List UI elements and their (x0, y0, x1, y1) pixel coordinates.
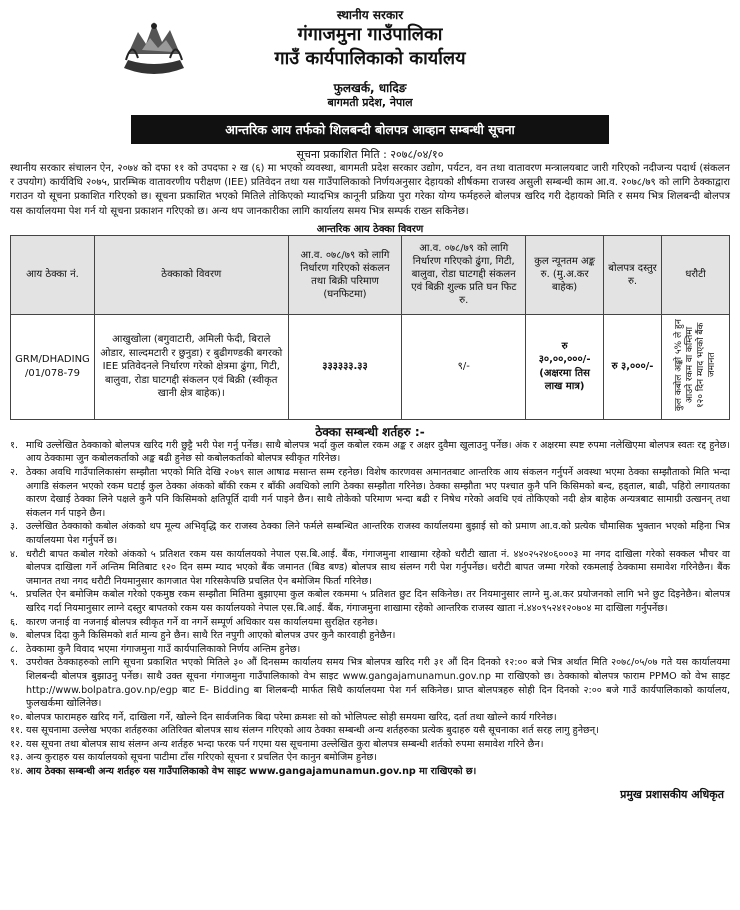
intro-paragraph: स्थानीय सरकार संचालन ऐन, २०७४ को दफा ११ को उपदफा २ ख (६) मा भएको व्यवस्था, बागमती प्रदेश सरकार उद्योग, पर्यटन, वन तथा वातावरण मन्त्रालयबाट जारी गरिएको नदीजन्य पदार्थ (संकलन र उपयोग) कार्यविधि २०७५, प्रारम्भिक वातावरणीय परीक्षण (IEE) प्रतिवेदन तथा यस गाउँपालिकाको निर्णयअनुसार देहायको शीर्षकमा राजस्व असुली सम्बन्धी काम आ.व. २०७८/७९ को लागि ठेक्काद्वारा गराउन यो सूचना प्रकाशित गरिएको छ। सूचना प्रकाशित भएको मितिले तोकिएको म्यादभित्र कानूनी प्रक्रिया पुरा गरेका योग्य फर्महरुले बोलपत्र खरिद गरी देहायको मिति र समय भित्र शिलबन्दी बोलपत्र यस कार्यालयमा पेश गर्न यो सूचना प्रकाशन गरिएको छ। अन्य थप जानकारीका लागि कार्यालय समय भित्र सम्पर्क राख्न सकिनेछ। (10, 163, 730, 217)
list-item (10, 738, 730, 752)
list-item (10, 466, 730, 520)
notice-title: आन्तरिक आय तर्फको शिलबन्दी बोलपत्र आव्हान सम्बन्धी सूचना (131, 115, 609, 144)
term-text: उपरोक्त ठेक्काहरुको लागि सूचना प्रकाशित भएको मितिले ३० औं दिनसम्म कार्यालय समय भित्र बोलपत्र खरिद गरी ३१ औं दिन दिनको १२:०० बजे भित्र अर्थात मिति २०७८/०५/०७ गते यस कार्यालयमा शिलबन्दी बोलपत्र बुझाउनु पर्नेछ। साथै उक्त सूचना गंगाजमुना गाउँपालिकाको वेभ साइट www.gangajamunamun.gov.np मा राखिएको छ। ठेक्काको बोलपत्र फाराम PPMO को वेभ साइट http://www.bolpatra.gov.np/egp बाट E- Bidding बा शिलबन्दी मार्फत सिधै कार्यालयमा पेश गर्न सकिनेछ। प्राप्त बोलपत्रहरु सोही दिन दिनको २:०० बजे गाउँ कार्यपालिकाको कार्यालय, फुलखर्कमा खोलिनेछ। (26, 657, 730, 710)
cell-fee: रु ३,०००/- (604, 314, 662, 419)
total-amount: ३०,००,०००/- (538, 354, 591, 366)
header-line-local-gov: स्थानीय सरकार (336, 8, 404, 22)
header-contract-no: आय ठेक्का नं. (11, 235, 95, 314)
term-number: १३. (10, 752, 24, 764)
term-text: उल्लेखित ठेक्काको कबोल अंकको थप मूल्य अभिवृद्धि कर राजस्व ठेक्का लिने फर्मले सम्बन्धित आन्तरिक राजस्व कार्यालयमा बुझाई सो को प्रमाण आ.व.को प्रत्येक चौमासिक भुक्तान भएको महिना भित्र कार्यालयमा पेश गर्नुपर्ने छ। (26, 521, 730, 546)
header-rate: आ.व. ०७८/७९ को लागि निर्धारण गरिएको ढुंगा, गिटी, बालुवा, रोडा घाटगद्दी संकलन एवं बिक्री शुल्क प्रति घन फिट रु. (402, 235, 526, 314)
cell-contract-no: GRM/DHADING /01/078-79 (11, 314, 95, 419)
cell-total (526, 314, 604, 419)
header-quantity: आ.व. ०७८/७९ को लागि निर्धारण गरिएको संकलन तथा बिक्री परिमाण (घनफिटमा) (288, 235, 402, 314)
list-item (10, 629, 730, 643)
term-number: १४. (10, 766, 24, 778)
header-total: कुल न्यूनतम अङ्क रु. (मु.अ.कर बाहेक) (526, 235, 604, 314)
term-number: २. (10, 467, 19, 478)
list-item (10, 439, 730, 466)
office-address: फुलखर्क, धादिङ (333, 81, 407, 95)
term-text: यस सूचनामा उल्लेख भएका शर्तहरुका अतिरिक्त बोलपत्र साथ संलग्न गरिएको आय ठेक्का सम्बन्धी अन्य शर्तहरुका प्रत्येक बुदाहरु यसै सूचनाका शर्त सरह लागु हुनेछन्। (26, 725, 599, 737)
term-number: ७. (10, 630, 19, 642)
list-item (10, 656, 730, 710)
cell-quantity: ३३३३३३.३३ (288, 314, 402, 419)
term-number: १०. (10, 711, 24, 723)
term-text: माथि उल्लेखित ठेक्काको बोलपत्र खरिद गरी छुट्टै भरी पेश गर्नु पर्नेछ। साथै बोलपत्र भर्दा कुल कबोल रकम अङ्क र अक्षर दुवैमा खुलाउनु पर्नेछ। अंक र अक्षरमा स्पष्ट रुपमा नलेखिएमा बोलपत्र स्वतः रद्द हुनेछ। आय ठेक्कामा जुन कबोलकर्ताको अङ्क बढी हुनेछ सो कबोलकर्ताको बोलपत्र स्वीकृत गरिनेछ। (26, 439, 730, 465)
total-words: (अक्षरमा तिस लाख मात्र) (539, 367, 590, 393)
list-item (10, 548, 730, 589)
term-number: ११. (10, 725, 24, 737)
list-item (10, 588, 730, 615)
term-text: आय ठेक्का सम्बन्धी अन्य शर्तहरु यस गाउँपालिकाको वेभ साइट www.gangajamunamun.gov.np मा राखिएको छ। (26, 766, 477, 778)
nepal-emblem-icon (118, 10, 190, 76)
list-item (10, 643, 730, 657)
list-item (10, 724, 730, 738)
term-text: धरौटी बापत कबोल गरेको अंकको ५ प्रतिशत रकम यस कार्यालयको नेपाल एस.बि.आई. बैंक, गंगाजमुना शाखामा रहेको धरौटी खाता नं. ४४०२५२४०६०००३ मा नगद दाखिला गरेको सक्कल भौचर वा बोलपत्र दाखिला गर्ने अन्तिम मितिबाट १२० दिन सम्म म्याद भएको बैंक जमानत (बिड बण्ड) बोलपत्र साथ संलग्न गरी पेश गर्नुपर्नेछ। धरौटी बापत जम्मा गरेको रकमलाई ठेक्कामा समावेश गरिनेछैन। बैंक जमानत तथा नगद धरौटी नियमानुसार कागजात पेश गरिसकेपछि प्रचलित ऐन बमोजिम फिर्ता गरिनेछ। (26, 548, 731, 587)
terms-list (10, 439, 730, 779)
term-number: ८. (10, 643, 19, 655)
list-item (10, 616, 730, 630)
table-header-row (11, 235, 730, 314)
term-number: १२. (10, 738, 24, 750)
publish-date: सूचना प्रकाशित मिति : २०७८/०४/१० (296, 148, 444, 161)
term-text: यस सूचना तथा बोलपत्र साथ संलग्न अन्य शर्तहरु भन्दा फरक पर्न गएमा यस सूचनामा उल्लेखित कुरा बोलपत्र सम्बन्धी शर्तको रुपमा समावेश गरिने छैन। (26, 738, 544, 750)
table-row (11, 314, 730, 419)
term-number: ६. (10, 616, 19, 628)
list-item (10, 765, 730, 779)
term-text: अन्य कुराहरु यस कार्यालयको सूचना पाटीमा टाँस गरिएको सूचना र प्रचलित ऐन कानुन बमोजिम हुनेछ। (26, 752, 377, 764)
term-text: प्रचलित ऐन बमोजिम कबोल गरेको एकमुष्ठ रकम सम्झौता मितिमा बुझाएमा कुल कबोल रकममा ५ प्रतिशत छुट दिन सकिनेछ। तर नियमानुसार लाग्ने मु.अ.कर प्रयोजनको लागि भने छुट दिइनेछैन। बोलपत्र खरिद गर्दा नियमानुसार लाग्ने दस्तुर बापतको रकम यस कार्यालयको नेपाल एस.बि.आई. बैंक, गंगाजमुना शाखामा रहेको आन्तरिक राजस्व खाता नं.४४०९५२४१२०७०४ मा दाखिला गर्नुपर्नेछ। (26, 589, 730, 614)
cell-description: आखुखोला (बगुवाटारी, अमिली फेदी, बिराले ओडार, साल्दमटारी र छुनुडा) र बुढीगण्डकी बगरको IEE प्रतिवेदनले निर्धारण गरेको क्षेत्रमा ढुंगा, गिटी, बालुवा, रोडा घाटगद्दी संकलन एवं बिक्री (स्वीकृत खानी क्षेत्र बाहेक)। (94, 314, 288, 419)
term-text: ठेक्का अवधि गाउँपालिकासंग सम्झौता भएको मिति देखि २०७९ साल आषाढ मसान्त सम्म रहनेछ। विशेष कारणवस अमानतबाट आन्तरिक आय संकलन गर्नुपर्ने अवस्था भएमा ठेक्का सम्झौताको मिति भन्दा अगाडि संकलन भएको रकम घटाई कुल ठेक्का अंकको बाँकी रकम र बाँकी अवधिको लागि ठेक्का सम्झौता गरिनेछ। ठेक्का सम्झौता भए पश्चात कुनै पनि किसिमको बन्द, हड्ताल, बाढी, पहिरो लगायतका कारण देखाई ठेक्का लिने पक्षले कुनै पनि किसिमको क्षतिपूर्ति दावी गर्न पाइने छैन। साथै तोकेको परिमाण भन्दा बढी र निषेध गरेको अवधि एवं तोकिएको नदी क्षेत्र बाहेक अन्यत्रबाट सामाग्री उत्खनन् तथा संकलन गर्न पाइने छैन। (26, 467, 730, 519)
table-caption: आन्तरिक आय ठेक्का विवरण (316, 223, 424, 235)
term-number: १. (10, 439, 19, 451)
cell-rate: ९/- (402, 314, 526, 419)
term-number: ३. (10, 521, 19, 533)
office-name: गाउँ कार्यपालिकाको कार्यालय (274, 48, 466, 69)
municipality-name: गंगाजमुना गाउँपालिका (297, 24, 443, 45)
list-item (10, 520, 730, 547)
contract-table (10, 235, 730, 420)
term-number: ९. (10, 657, 19, 669)
list-item (10, 711, 730, 725)
term-text: ठेक्कामा कुनै विवाद भएमा गंगाजमुना गाउँ कार्यपालिकाको निर्णय अन्तिम हुनेछ। (26, 643, 301, 655)
list-item (10, 751, 730, 765)
header-deposit: धरौटी (662, 235, 730, 314)
term-text: कारण जनाई वा नजनाई बोलपत्र स्वीकृत गर्ने वा नगर्ने सम्पूर्ण अधिकार यस कार्यालयमा सुरक्षित रहनेछ। (26, 616, 378, 628)
province-name: बागमती प्रदेश, नेपाल (327, 96, 413, 109)
cell-deposit (662, 314, 730, 419)
term-text: बोलपत्र दिदा कुनै किसिमको शर्त मान्य हुने छैन। साथै रित नपुगी आएको बोलपत्र उपर कुनै कारवाही हुनेछैन। (26, 630, 396, 642)
term-number: ५. (10, 589, 19, 601)
header-fee: बोलपत्र दस्तुर रु. (604, 235, 662, 314)
term-text: बोलपत्र फारामहरु खरिद गर्ने, दाखिला गर्ने, खोल्ने दिन सार्वजनिक बिदा परेमा क्रमशः सो को भोलिपल्ट सोही समयमा खरिद, दर्ता तथा खोल्ने कार्य गरिनेछ। (26, 711, 557, 723)
term-number: ४. (10, 548, 19, 560)
total-prefix: रु (561, 340, 568, 352)
signature-title: प्रमुख प्रशासकीय अधिकृत (620, 787, 724, 801)
header-description: ठेक्काको विवरण (94, 235, 288, 314)
terms-title: ठेक्का सम्बन्धी शर्तहरु :- (315, 424, 425, 439)
deposit-text: कुल कबोल अङ्को ५% ले हुन आउने रकम वा कम्तिमा १२० दिन म्याद भएको बैंक जमानत (673, 318, 717, 411)
